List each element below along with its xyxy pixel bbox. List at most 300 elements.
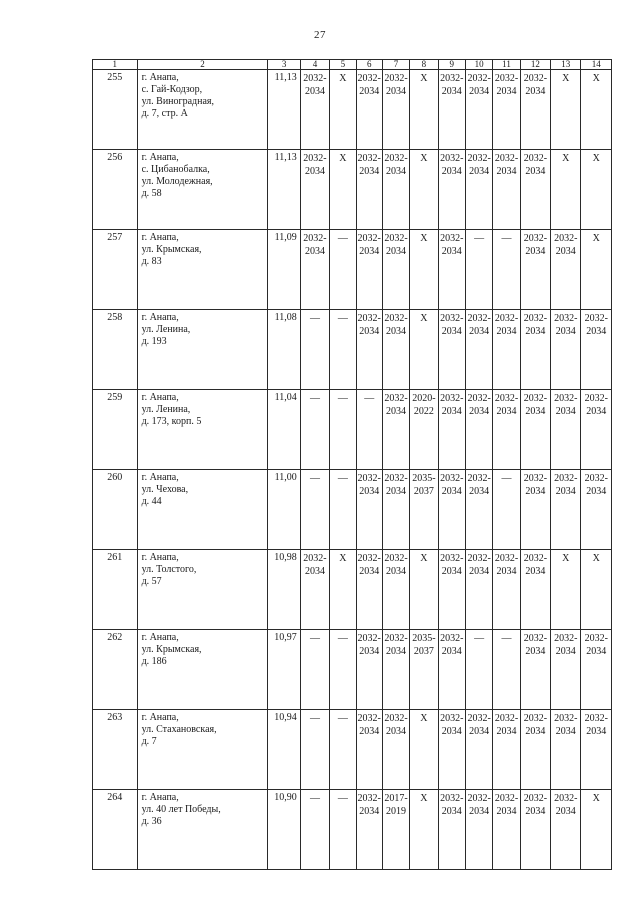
column-header: 5 xyxy=(330,60,356,70)
period-text: 2032- xyxy=(554,633,578,644)
period-text: — xyxy=(337,313,348,324)
period-text: 2032- xyxy=(554,233,578,244)
period-cell xyxy=(581,630,612,710)
period-text: 2034 xyxy=(555,486,576,497)
period-cell xyxy=(300,150,329,230)
table-row xyxy=(93,310,612,390)
period-text: 2034 xyxy=(555,406,576,417)
period-text: 2032- xyxy=(523,713,548,724)
period-cell xyxy=(520,710,550,790)
address-line: ул. Толстого, xyxy=(141,564,197,575)
period-text: 2032- xyxy=(494,153,519,164)
address-line: д. 7, стр. А xyxy=(141,108,188,119)
period-cell xyxy=(410,230,438,310)
period-text: 2032- xyxy=(440,553,464,564)
period-cell xyxy=(330,550,356,630)
address-line: ул. Чехова, xyxy=(141,484,189,495)
period-text: 2032- xyxy=(303,553,327,564)
period-text: 2034 xyxy=(386,646,407,657)
period-text: 2034 xyxy=(496,166,517,177)
row-number: 261 xyxy=(93,550,138,630)
address-line: г. Анапа, xyxy=(141,232,179,243)
period-text: 2034 xyxy=(441,86,462,97)
period-text: X xyxy=(339,73,347,84)
period-text: 2032- xyxy=(357,633,381,644)
period-text: 2032- xyxy=(440,793,464,804)
period-text: 2032- xyxy=(440,633,464,644)
address-cell xyxy=(137,470,268,550)
period-cell xyxy=(410,630,438,710)
address-line: ул. Ленина, xyxy=(141,404,191,415)
period-text: 2034 xyxy=(555,326,576,337)
period-text: 2032- xyxy=(384,73,408,84)
period-cell xyxy=(520,550,550,630)
period-text: 2032- xyxy=(384,553,408,564)
column-header: 14 xyxy=(581,60,612,70)
period-text: 2034 xyxy=(555,806,576,817)
address-line: ул. Стахановская, xyxy=(141,724,217,735)
period-text: 2032- xyxy=(494,73,519,84)
period-text: 2032- xyxy=(303,233,327,244)
period-cell xyxy=(410,790,438,870)
address-line: г. Анапа, xyxy=(141,152,179,163)
period-text: 2032- xyxy=(554,393,578,404)
value-cell: 11,13 xyxy=(268,70,300,150)
period-cell xyxy=(356,470,382,550)
period-cell xyxy=(438,710,465,790)
period-cell xyxy=(520,150,550,230)
period-text: 2034 xyxy=(496,326,517,337)
period-cell xyxy=(465,550,492,630)
period-cell xyxy=(438,230,465,310)
table-row xyxy=(93,70,612,150)
period-text: 2034 xyxy=(386,566,407,577)
period-text: 2034 xyxy=(525,86,546,97)
period-text: X xyxy=(420,793,428,804)
period-cell xyxy=(410,390,438,470)
address-line: д. 44 xyxy=(141,496,162,507)
period-cell xyxy=(581,310,612,390)
period-text: 2032- xyxy=(440,313,464,324)
period-text: 2032- xyxy=(440,473,464,484)
period-text: 2034 xyxy=(304,86,325,97)
period-text: 2034 xyxy=(359,726,380,737)
period-text: 2034 xyxy=(469,326,490,337)
period-text: 2034 xyxy=(386,166,407,177)
column-header: 3 xyxy=(268,60,300,70)
period-cell xyxy=(493,310,520,390)
period-text: — xyxy=(337,473,348,484)
column-header: 8 xyxy=(410,60,438,70)
table-body xyxy=(93,70,612,870)
address-line: ул. Молодежная, xyxy=(141,176,213,187)
value-cell: 11,08 xyxy=(268,310,300,390)
address-line: д. 186 xyxy=(141,656,167,667)
period-text: 2034 xyxy=(586,326,607,337)
period-text: X xyxy=(339,553,347,564)
address-cell xyxy=(137,310,268,390)
period-text: 2034 xyxy=(359,86,380,97)
period-cell xyxy=(438,550,465,630)
period-text: 2032- xyxy=(554,793,578,804)
address-line: д. 173, корп. 5 xyxy=(141,416,202,427)
period-text: 2032- xyxy=(494,313,519,324)
period-text: 2034 xyxy=(555,246,576,257)
period-cell xyxy=(382,310,409,390)
period-cell xyxy=(493,150,520,230)
period-text: 2034 xyxy=(359,246,380,257)
period-text: 2034 xyxy=(525,166,546,177)
period-text: 2032- xyxy=(467,713,491,724)
period-text: — xyxy=(474,633,485,644)
value-cell: 11,04 xyxy=(268,390,300,470)
period-cell xyxy=(300,310,329,390)
address-line: г. Анапа, xyxy=(141,72,179,83)
period-text: X xyxy=(420,233,428,244)
period-cell xyxy=(330,630,356,710)
period-text: 2034 xyxy=(586,646,607,657)
period-text: 2034 xyxy=(496,86,517,97)
period-text: 2032- xyxy=(357,713,381,724)
period-cell xyxy=(581,790,612,870)
period-cell xyxy=(551,470,581,550)
period-text: 2034 xyxy=(525,406,546,417)
period-cell xyxy=(581,550,612,630)
address-line: г. Анапа, xyxy=(141,312,179,323)
period-text: 2034 xyxy=(525,566,546,577)
period-text: — xyxy=(309,473,320,484)
period-text: 2032- xyxy=(357,233,381,244)
period-text: 2034 xyxy=(469,86,490,97)
column-header: 1 xyxy=(93,60,138,70)
period-text: 2032- xyxy=(384,633,408,644)
period-cell xyxy=(382,150,409,230)
value-cell: 10,94 xyxy=(268,710,300,790)
address-line: д. 57 xyxy=(141,576,162,587)
period-text: 2034 xyxy=(386,246,407,257)
period-cell xyxy=(465,70,492,150)
period-cell xyxy=(300,390,329,470)
period-text: 2032- xyxy=(357,793,381,804)
period-cell xyxy=(356,230,382,310)
period-cell xyxy=(581,470,612,550)
period-text: 2035- xyxy=(412,633,436,644)
row-number: 259 xyxy=(93,390,138,470)
period-text: 2032- xyxy=(303,153,327,164)
period-text: 2032- xyxy=(440,713,464,724)
period-cell xyxy=(356,790,382,870)
period-text: X xyxy=(420,553,428,564)
period-cell xyxy=(410,70,438,150)
period-cell xyxy=(551,310,581,390)
address-line: г. Анапа, xyxy=(141,392,179,403)
period-cell xyxy=(438,470,465,550)
period-text: 2032- xyxy=(523,633,548,644)
period-cell xyxy=(356,310,382,390)
period-text: 2034 xyxy=(496,726,517,737)
table-row xyxy=(93,470,612,550)
period-cell xyxy=(300,550,329,630)
period-cell xyxy=(410,550,438,630)
period-text: 2032- xyxy=(357,153,381,164)
column-header: 7 xyxy=(382,60,409,70)
period-text: 2032- xyxy=(494,793,519,804)
column-header: 2 xyxy=(137,60,268,70)
period-cell xyxy=(356,70,382,150)
period-cell xyxy=(330,710,356,790)
address-line: ул. 40 лет Победы, xyxy=(141,804,221,815)
period-text: 2034 xyxy=(469,566,490,577)
period-cell xyxy=(382,550,409,630)
period-text: 2037 xyxy=(413,486,434,497)
period-text: 2032- xyxy=(523,473,548,484)
column-header: 11 xyxy=(493,60,520,70)
period-cell xyxy=(356,150,382,230)
period-cell xyxy=(356,710,382,790)
period-cell xyxy=(438,390,465,470)
period-text: 2034 xyxy=(496,806,517,817)
period-cell xyxy=(581,230,612,310)
period-cell xyxy=(438,70,465,150)
column-header: 10 xyxy=(465,60,492,70)
period-cell xyxy=(520,310,550,390)
period-text: 2034 xyxy=(386,486,407,497)
period-text: 2032- xyxy=(357,473,381,484)
period-cell xyxy=(493,710,520,790)
value-cell: 10,98 xyxy=(268,550,300,630)
address-cell xyxy=(137,390,268,470)
period-cell xyxy=(551,630,581,710)
period-text: 2032- xyxy=(467,313,491,324)
period-cell xyxy=(382,710,409,790)
period-text: — xyxy=(337,793,348,804)
period-cell xyxy=(551,150,581,230)
period-text: 2034 xyxy=(304,166,325,177)
column-header: 13 xyxy=(551,60,581,70)
period-cell xyxy=(465,470,492,550)
period-cell xyxy=(382,790,409,870)
period-text: — xyxy=(337,633,348,644)
row-number: 264 xyxy=(93,790,138,870)
column-header: 12 xyxy=(520,60,550,70)
period-text: 2034 xyxy=(441,806,462,817)
period-cell xyxy=(410,710,438,790)
period-text: 2019 xyxy=(386,806,407,817)
value-cell: 11,00 xyxy=(268,470,300,550)
period-cell xyxy=(465,630,492,710)
period-cell xyxy=(581,70,612,150)
period-text: 2035- xyxy=(412,473,436,484)
period-text: — xyxy=(337,393,348,404)
address-line: г. Анапа, xyxy=(141,552,179,563)
address-cell xyxy=(137,230,268,310)
period-text: 2034 xyxy=(359,806,380,817)
schedule-table xyxy=(92,59,612,870)
table-row xyxy=(93,390,612,470)
period-cell xyxy=(520,470,550,550)
period-text: 2034 xyxy=(359,326,380,337)
period-cell xyxy=(330,390,356,470)
period-text: X xyxy=(339,153,347,164)
period-text: — xyxy=(474,233,485,244)
period-text: 2032- xyxy=(584,393,608,404)
period-cell xyxy=(356,390,382,470)
address-line: г. Анапа, xyxy=(141,712,179,723)
period-text: 2034 xyxy=(359,166,380,177)
period-text: 2032- xyxy=(523,233,548,244)
period-text: 2032- xyxy=(523,793,548,804)
period-cell xyxy=(493,790,520,870)
period-cell xyxy=(382,470,409,550)
period-text: X xyxy=(562,153,570,164)
address-cell xyxy=(137,550,268,630)
period-text: — xyxy=(501,233,512,244)
address-line: г. Анапа, xyxy=(141,792,179,803)
period-cell xyxy=(520,790,550,870)
period-text: 2032- xyxy=(384,153,408,164)
period-text: 2034 xyxy=(441,406,462,417)
period-cell xyxy=(493,550,520,630)
period-text: X xyxy=(420,313,428,324)
table-row xyxy=(93,790,612,870)
period-text: 2032- xyxy=(554,473,578,484)
period-text: 2034 xyxy=(441,326,462,337)
period-cell xyxy=(581,710,612,790)
period-cell xyxy=(330,470,356,550)
period-cell xyxy=(581,150,612,230)
period-text: 2032- xyxy=(523,553,548,564)
period-text: 2034 xyxy=(304,246,325,257)
period-text: 2034 xyxy=(469,486,490,497)
period-cell xyxy=(330,70,356,150)
period-cell xyxy=(520,630,550,710)
value-cell: 10,90 xyxy=(268,790,300,870)
period-text: 2032- xyxy=(440,153,464,164)
column-header: 4 xyxy=(300,60,329,70)
column-header: 9 xyxy=(438,60,465,70)
period-cell xyxy=(551,710,581,790)
period-cell xyxy=(520,230,550,310)
period-text: 2034 xyxy=(469,806,490,817)
period-text: 2034 xyxy=(359,566,380,577)
address-line: д. 58 xyxy=(141,188,162,199)
period-text: — xyxy=(309,793,320,804)
address-cell xyxy=(137,70,268,150)
period-text: 2032- xyxy=(357,73,381,84)
period-cell xyxy=(520,390,550,470)
period-cell xyxy=(493,230,520,310)
period-text: 2034 xyxy=(469,166,490,177)
period-cell xyxy=(410,150,438,230)
period-text: X xyxy=(420,713,428,724)
address-line: ул. Крымская, xyxy=(141,244,202,255)
period-text: 2034 xyxy=(386,326,407,337)
period-text: 2034 xyxy=(386,726,407,737)
period-cell xyxy=(493,470,520,550)
period-text: 2034 xyxy=(441,726,462,737)
period-text: 2034 xyxy=(525,246,546,257)
period-cell xyxy=(382,390,409,470)
address-cell xyxy=(137,790,268,870)
period-text: 2032- xyxy=(523,313,548,324)
period-cell xyxy=(300,630,329,710)
period-text: 2032- xyxy=(554,313,578,324)
period-text: 2032- xyxy=(584,633,608,644)
table-row xyxy=(93,150,612,230)
period-text: 2034 xyxy=(304,566,325,577)
period-cell xyxy=(465,230,492,310)
period-cell xyxy=(438,150,465,230)
value-cell: 11,13 xyxy=(268,150,300,230)
period-text: 2032- xyxy=(494,553,519,564)
period-text: 2032- xyxy=(467,473,491,484)
period-text: 2032- xyxy=(467,153,491,164)
address-line: с. Гай-Кодзор, xyxy=(141,84,203,95)
period-text: 2034 xyxy=(359,646,380,657)
address-line: д. 193 xyxy=(141,336,167,347)
period-text: 2034 xyxy=(469,406,490,417)
period-text: 2032- xyxy=(584,713,608,724)
period-cell xyxy=(300,70,329,150)
row-number: 256 xyxy=(93,150,138,230)
period-text: X xyxy=(420,153,428,164)
period-cell xyxy=(330,150,356,230)
period-text: 2034 xyxy=(441,246,462,257)
period-text: — xyxy=(501,473,512,484)
period-text: X xyxy=(592,553,600,564)
row-number: 260 xyxy=(93,470,138,550)
period-cell xyxy=(356,550,382,630)
period-text: X xyxy=(562,73,570,84)
row-number: 257 xyxy=(93,230,138,310)
period-text: 2032- xyxy=(584,473,608,484)
period-cell xyxy=(438,310,465,390)
period-text: X xyxy=(420,73,428,84)
period-cell xyxy=(551,550,581,630)
period-text: 2032- xyxy=(384,233,408,244)
period-cell xyxy=(438,790,465,870)
address-line: д. 36 xyxy=(141,816,162,827)
row-number: 262 xyxy=(93,630,138,710)
period-text: 2032- xyxy=(384,713,408,724)
table-row xyxy=(93,550,612,630)
period-text: 2034 xyxy=(525,806,546,817)
period-text: 2022 xyxy=(413,406,434,417)
row-number: 263 xyxy=(93,710,138,790)
period-text: X xyxy=(592,793,600,804)
period-cell xyxy=(465,790,492,870)
period-cell xyxy=(300,710,329,790)
period-text: 2034 xyxy=(525,326,546,337)
period-cell xyxy=(493,630,520,710)
period-text: — xyxy=(501,633,512,644)
period-text: 2032- xyxy=(494,713,519,724)
period-cell xyxy=(330,790,356,870)
address-line: г. Анапа, xyxy=(141,632,179,643)
period-text: 2034 xyxy=(525,646,546,657)
period-cell xyxy=(356,630,382,710)
period-text: 2032- xyxy=(494,393,519,404)
row-number: 255 xyxy=(93,70,138,150)
period-text: — xyxy=(364,393,375,404)
address-line: с. Цибанобалка, xyxy=(141,164,210,175)
period-text: 2034 xyxy=(496,566,517,577)
period-cell xyxy=(581,390,612,470)
period-text: 2032- xyxy=(384,313,408,324)
period-text: 2034 xyxy=(441,166,462,177)
address-cell xyxy=(137,710,268,790)
period-cell xyxy=(438,630,465,710)
